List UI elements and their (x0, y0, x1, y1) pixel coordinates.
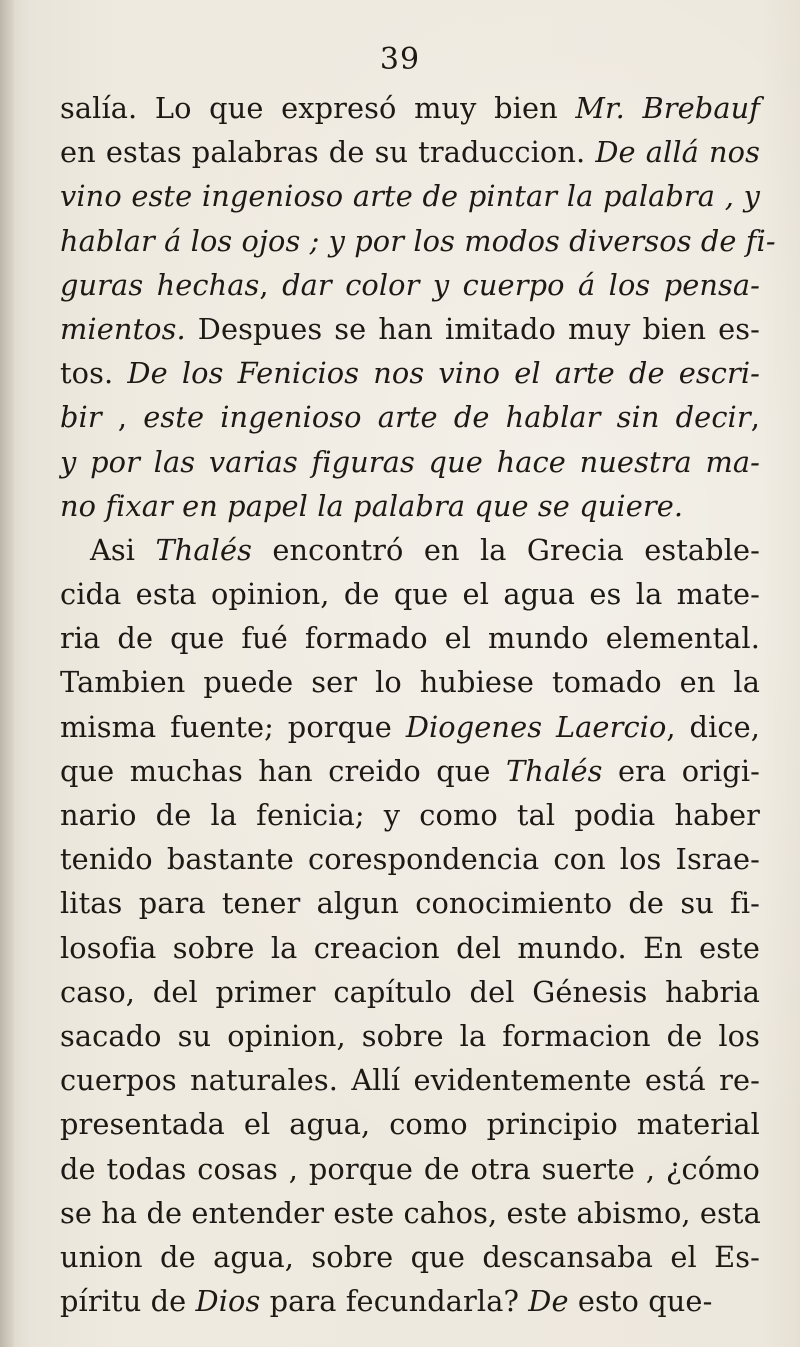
text-span: ria de que fué formado el mundo elemental. (60, 621, 760, 656)
text-span: píritu de (60, 1284, 196, 1319)
text-line (60, 1279, 760, 1323)
text-span: que muchas han creido que (60, 753, 506, 788)
text-span: , (259, 267, 283, 302)
italic-text: dar color y cuerpo á los pensa- (282, 267, 760, 302)
text-line (60, 970, 760, 1014)
text-line (60, 86, 760, 130)
text-span: en estas palabras de su traduccion. (60, 135, 596, 170)
text-span: , (101, 400, 144, 435)
italic-text: Diogenes Laercio (405, 709, 667, 744)
page-number: 39 (379, 42, 421, 77)
text-span: Asi (90, 532, 156, 567)
text-line (60, 705, 760, 749)
italic-text: este ingenioso arte de hablar sin decir (143, 400, 751, 435)
text-line (60, 440, 760, 484)
italic-text: Mr. Brebauf (575, 91, 760, 125)
text-span: era origi- (602, 753, 760, 788)
italic-text: bir (60, 400, 102, 435)
text-span: cuerpos naturales. Allí evidentemente está re- (60, 1063, 760, 1098)
text-span: para fecundarla? (260, 1284, 529, 1319)
text-line (60, 263, 760, 307)
text-line (60, 1147, 760, 1191)
italic-text: Thalés (505, 753, 603, 788)
text-span: misma fuente; porque (60, 709, 406, 744)
text-line (60, 351, 760, 395)
text-line (60, 572, 760, 616)
text-line (60, 881, 760, 925)
text-line (60, 793, 760, 837)
text-line (60, 1235, 760, 1279)
text-line (60, 616, 760, 660)
text-span: losofia sobre la creacion del mundo. En este (60, 930, 760, 965)
text-span: presentada el agua, como principio material (60, 1107, 760, 1142)
text-line (60, 1102, 760, 1146)
text-span: esto que- (568, 1284, 713, 1319)
text-line (60, 130, 760, 174)
text-line (60, 307, 760, 351)
text-line (60, 660, 760, 704)
text-line (60, 219, 776, 263)
text-span: Tambien puede ser lo hubiese tomado en la (60, 665, 760, 700)
italic-text: no fixar en papel la palabra que se quiere. (60, 488, 684, 523)
text-span: Despues se han imitado muy bien es- (185, 311, 760, 346)
text-span: tenido bastante corespondencia con los Israe- (60, 842, 760, 877)
text-span: de todas cosas , porque de otra suerte , ¿cómo (60, 1151, 760, 1186)
text-line (60, 174, 760, 218)
text-span: litas para tener algun conocimiento de su fi- (60, 886, 760, 921)
text-line (60, 1058, 760, 1102)
italic-text: vino este ingenioso arte de pintar la palabra , y (60, 179, 760, 214)
italic-text: Thalés (155, 532, 253, 567)
text-span: tos. (60, 356, 128, 391)
text-line (60, 837, 760, 881)
italic-text: y por las varias figuras que hace nuestra ma- (60, 444, 760, 479)
text-line (60, 528, 760, 572)
italic-text: De allá nos (595, 135, 760, 170)
text-line (60, 484, 760, 528)
text-span: nario de la fenicia; y como tal podia haber (60, 798, 760, 832)
text-span: caso, del primer capítulo del Génesis habria (60, 974, 760, 1009)
text-span: sacado su opinion, sobre la formacion de los (60, 1018, 760, 1053)
body-text (60, 86, 776, 1323)
text-line (60, 749, 760, 793)
text-line (60, 395, 760, 439)
text-span: cida esta opinion, de que el agua es la mate- (60, 577, 760, 612)
italic-text: hablar á los ojos ; y por los modos diversos de fi- (60, 223, 776, 258)
text-span: se ha de entender este cahos, este abismo, esta (60, 1195, 761, 1230)
text-line (60, 1191, 760, 1235)
italic-text: De (528, 1284, 569, 1319)
text-span: encontró en la Grecia estable- (252, 532, 760, 567)
text-line (60, 1014, 760, 1058)
text-span: union de agua, sobre que descansaba el Es- (60, 1239, 760, 1274)
text-line (60, 926, 760, 970)
italic-text: guras hechas (60, 267, 260, 302)
text-span: , (750, 400, 760, 435)
italic-text: mientos. (60, 311, 186, 346)
binding-edge (0, 0, 14, 1347)
italic-text: Dios (195, 1284, 261, 1319)
text-span: salía. Lo que expresó muy bien (60, 91, 576, 125)
text-span: , dice, (666, 709, 760, 744)
italic-text: De los Fenicios nos vino el arte de escri- (127, 356, 760, 391)
